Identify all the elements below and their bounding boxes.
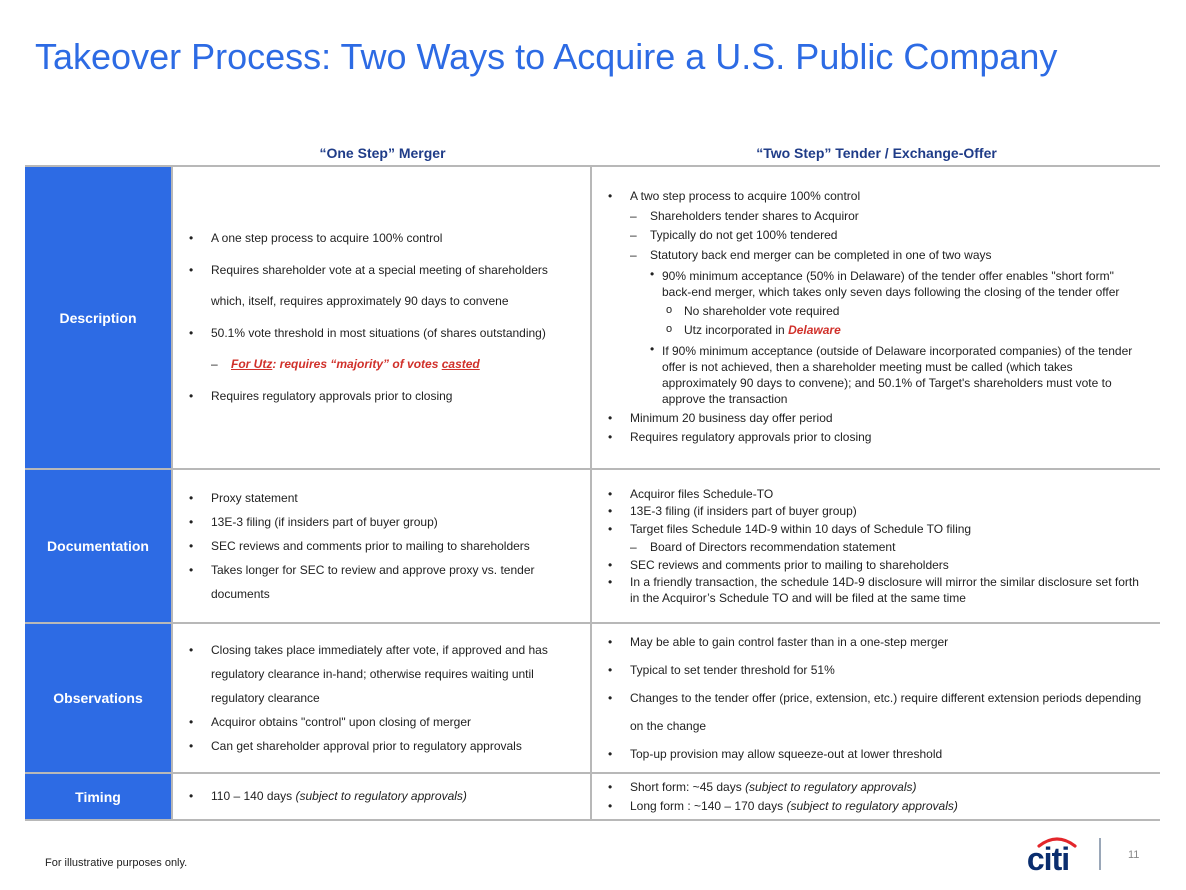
row-label-observations: Observations [25,624,171,772]
row-label-description: Description [25,167,171,468]
list-item: • Top-up provision may allow squeeze-out at lower threshold [606,740,1146,768]
utz-requirement: : requires “majority” of votes [272,357,442,371]
cell-observations-one-step [171,624,592,772]
list-item: • Typical to set tender threshold for 51% [606,656,1146,684]
list-item: • 13E-3 filing (if insiders part of buyer group) [606,503,1146,521]
list-item: • SEC reviews and comments prior to mailing to shareholders [187,534,576,558]
list-item [187,787,576,806]
utz-label: For Utz [231,357,273,371]
list-item: • 90% minimum acceptance (50% in Delaware) of the tender offer enables "short form" back-end merger, which takes only seven days following the closing of the tender offer [606,266,1146,302]
list-item: • A two step process to acquire 100% control [606,187,1146,207]
list-item: • Target files Schedule 14D-9 within 10 days of Schedule TO filing [606,521,1146,539]
list-item: • Closing takes place immediately after vote, if approved and has regulatory clearance in-hand; otherwise requires waiting until regulatory clearance [187,638,576,710]
list-item: • In a friendly transaction, the schedule 14D-9 disclosure will mirror the similar disclosure set forth in the Acquiror’s Schedule TO and will be filed at the same time [606,574,1146,606]
list-item: • 50.1% vote threshold in most situations (of shares outstanding) [187,318,576,350]
list-item: – Statutory back end merger can be completed in one of two ways [606,246,1146,266]
timing-one-step-note: (subject to regulatory approvals) [295,789,467,803]
list-item: • Requires shareholder vote at a special meeting of shareholders which, itself, requires approximately 90 days to convene [187,255,576,318]
list-item: – Typically do not get 100% tendered [606,226,1146,246]
row-label-documentation: Documentation [25,470,171,622]
citi-logo-text: citi [1026,841,1070,874]
page-title: Takeover Process: Two Ways to Acquire a U.S. Public Company [35,36,1058,77]
cell-timing-one-step [171,774,592,819]
column-header-one-step: “One Step” Merger [319,145,446,161]
list-item: • Requires regulatory approvals prior to closing [606,428,1146,448]
list-item [606,778,1146,797]
list-item: • If 90% minimum acceptance (outside of Delaware incorporated companies) of the tender offer is not achieved, then a shareholder meeting must be called (which takes approximately 90 days to convene); and 50.1% of Target's shareholders must vote to approve the transaction [606,341,1146,409]
cell-documentation-two-step [592,470,1160,622]
timing-long-form-note: (subject to regulatory approvals) [786,798,958,813]
footer-divider [1099,838,1101,870]
citi-logo [1017,832,1079,874]
cell-timing-two-step [592,774,1160,819]
comparison-table [25,165,1160,821]
list-item-utz-note [187,349,576,381]
list-item: • 13E-3 filing (if insiders part of buyer group) [187,510,576,534]
list-item [606,797,1146,816]
list-item: • Requires regulatory approvals prior to closing [187,381,576,413]
cell-documentation-one-step [171,470,592,622]
list-item: • Can get shareholder approval prior to regulatory approvals [187,734,576,758]
footer-note: For illustrative purposes only. [45,857,188,869]
list-item: • Proxy statement [187,486,576,510]
list-item: • A one step process to acquire 100% control [187,223,576,255]
list-item: • Acquiror obtains "control" upon closing of merger [187,710,576,734]
page-number: 11 [1128,849,1140,861]
cell-description-two-step [592,167,1160,468]
utz-incorporated-text: Utz incorporated in [684,323,789,338]
row-documentation [25,470,1160,624]
row-description [25,167,1160,470]
list-item: – Board of Directors recommendation statement [606,539,1146,557]
list-item: – Shareholders tender shares to Acquiror [606,207,1146,227]
list-item: • Changes to the tender offer (price, extension, etc.) require different extension periods depending on the change [606,684,1146,740]
timing-one-step-days: 110 – 140 days [211,789,296,803]
list-item: o No shareholder vote required [606,302,1146,322]
delaware-highlight: Delaware [788,323,841,338]
timing-short-form-note: (subject to regulatory approvals) [745,779,917,794]
column-header-two-step: “Two Step” Tender / Exchange-Offer [756,145,997,161]
list-item-delaware [606,321,1146,341]
timing-short-form-days: Short form: ~45 days [630,779,746,794]
list-item: • May be able to gain control faster than in a one-step merger [606,628,1146,656]
cell-description-one-step [171,167,592,468]
list-item: • Acquiror files Schedule-TO [606,486,1146,504]
list-item: • Takes longer for SEC to review and approve proxy vs. tender documents [187,558,576,606]
list-item: • Minimum 20 business day offer period [606,409,1146,429]
row-observations [25,624,1160,774]
list-item: • SEC reviews and comments prior to mailing to shareholders [606,557,1146,575]
timing-long-form-days: Long form : ~140 – 170 days [630,798,787,813]
cell-observations-two-step [592,624,1160,772]
row-timing [25,774,1160,821]
utz-casted: casted [441,357,480,371]
row-label-timing: Timing [25,774,171,819]
